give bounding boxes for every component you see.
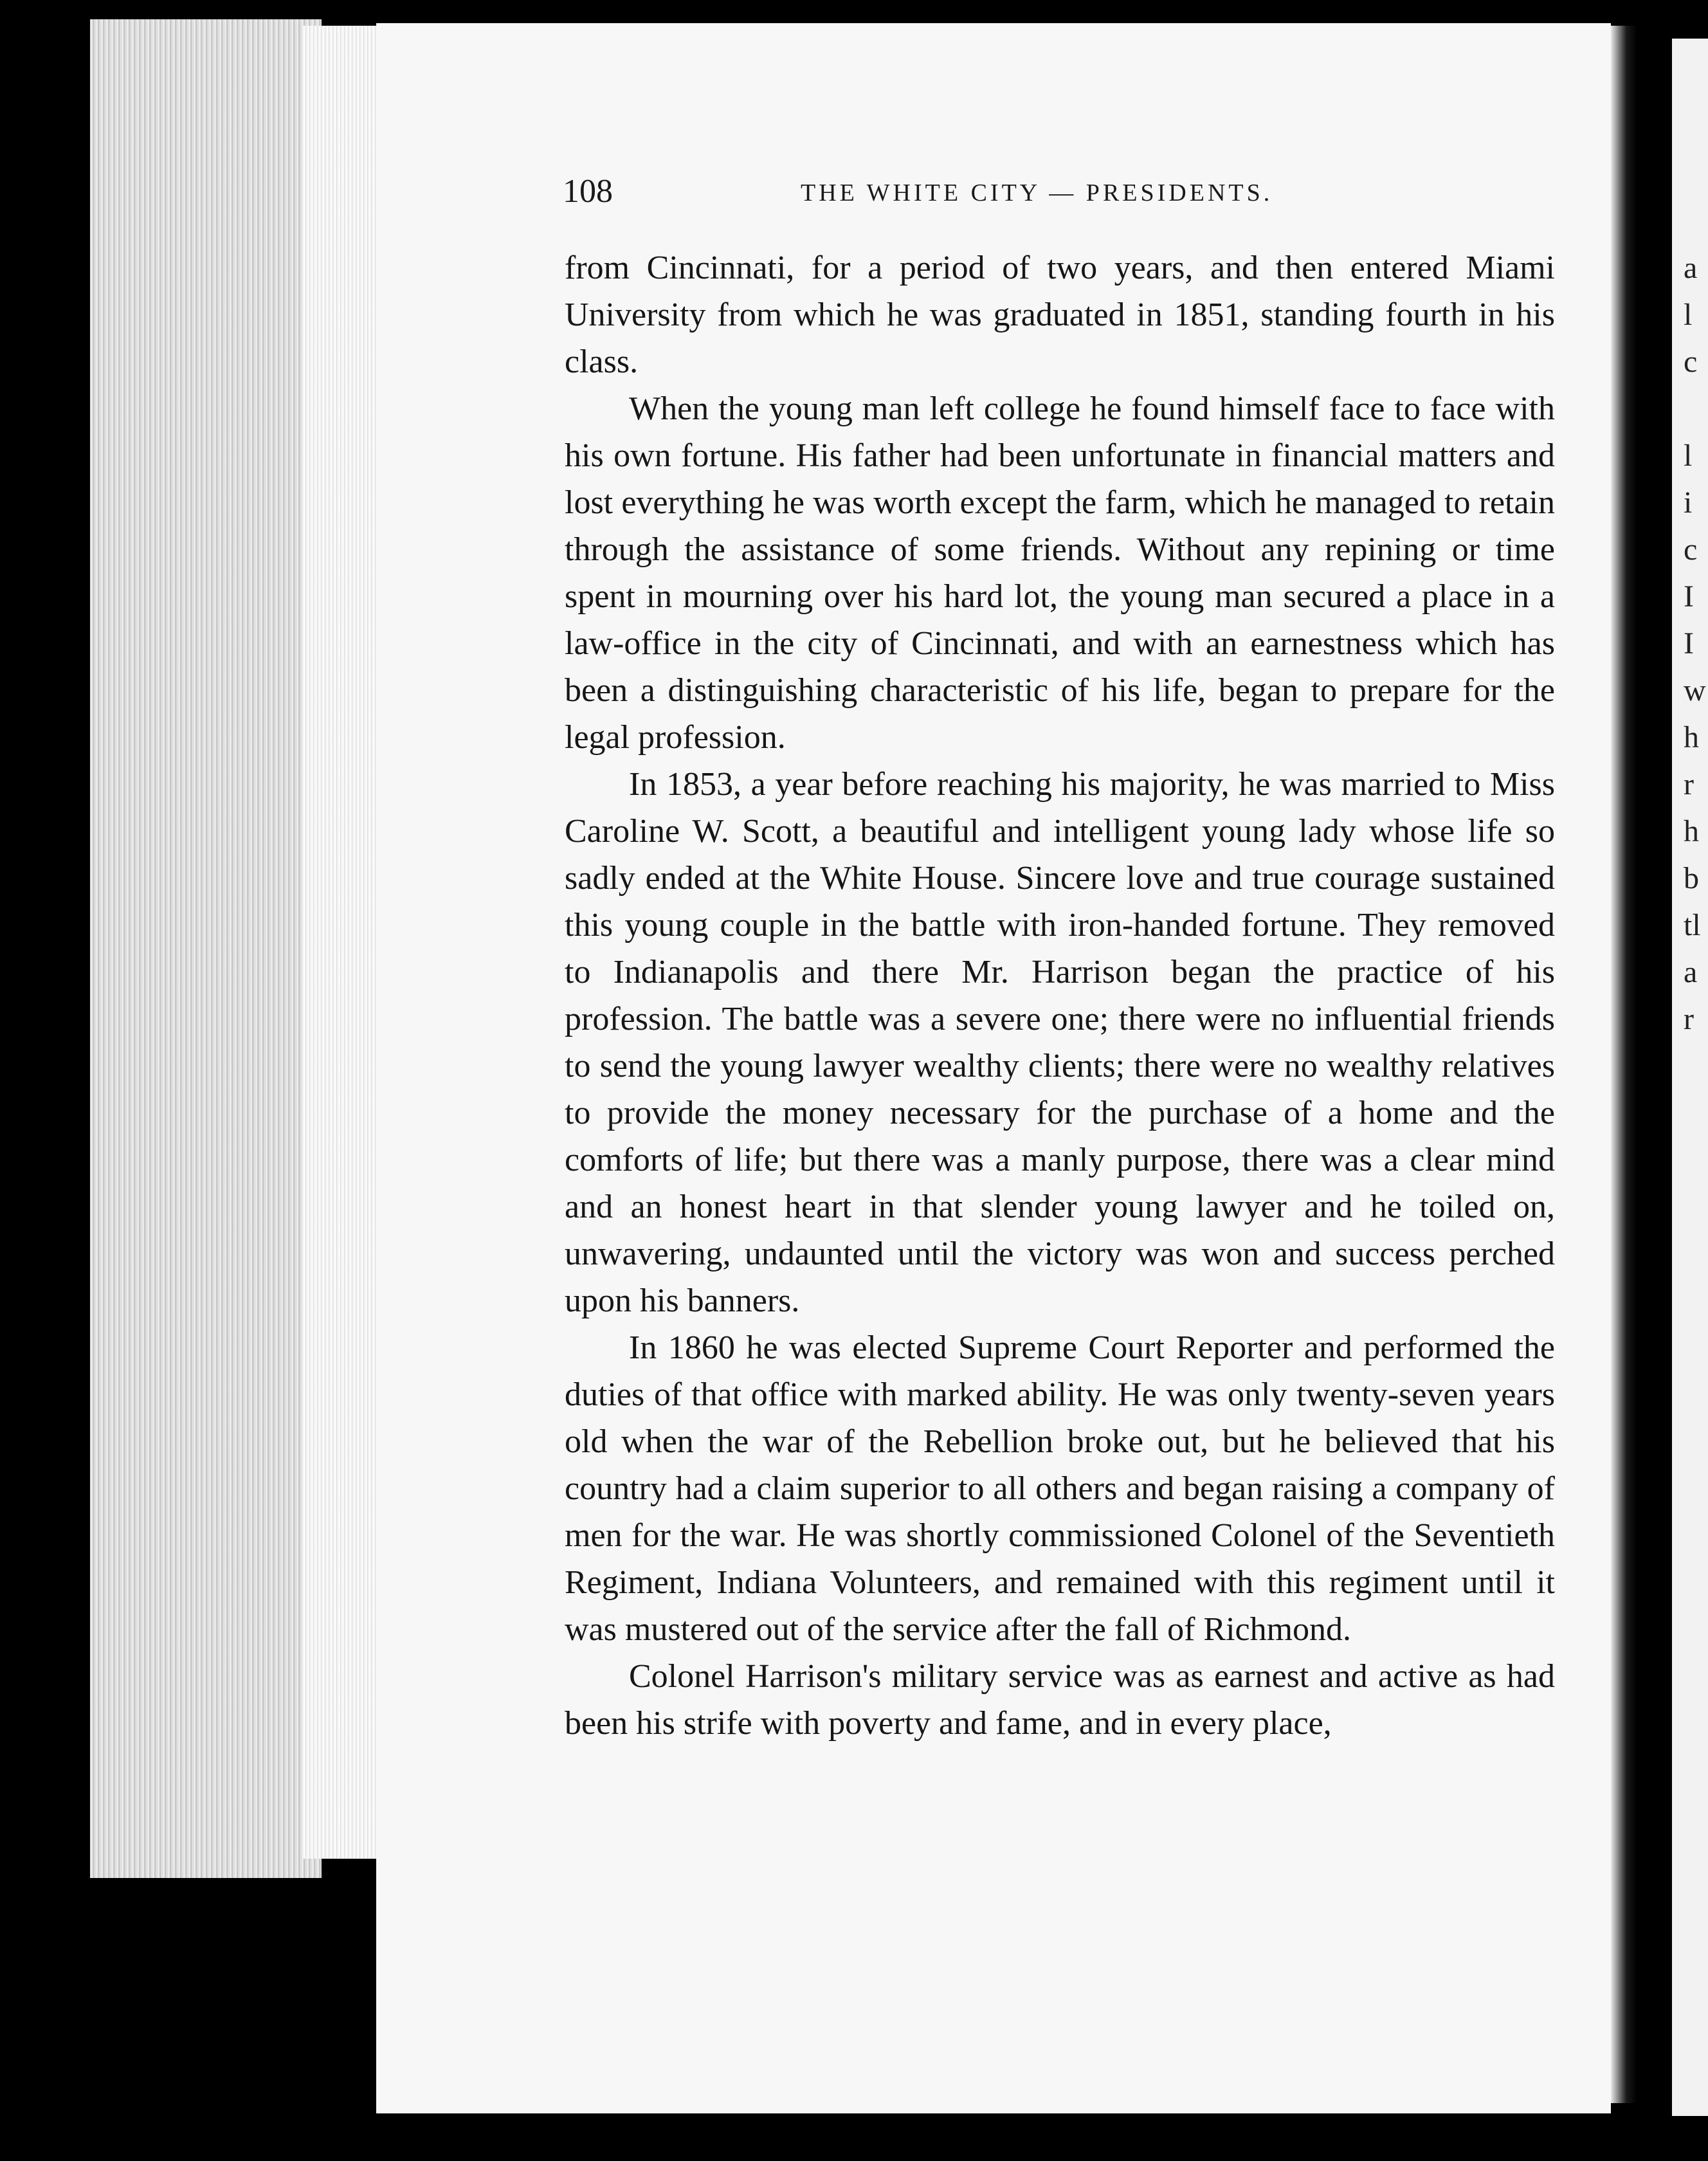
fragment: i <box>1684 486 1693 520</box>
fragment: l <box>1684 439 1693 473</box>
paragraph: from Cincinnati, for a period of two years, and then entered Miami University from which he was graduated in 1851, standing fourth in his class. <box>565 250 1555 380</box>
fragment: l <box>1684 298 1693 332</box>
body-text <box>565 244 1555 1747</box>
running-title: THE WHITE CITY — PRESIDENTS. <box>801 179 1273 206</box>
fragment: a <box>1684 955 1698 989</box>
fragment: a <box>1684 251 1698 285</box>
page-edges-inner <box>302 26 379 1859</box>
fragment: r <box>1684 767 1694 801</box>
fragment: w <box>1684 673 1706 707</box>
fragment: c <box>1684 345 1698 379</box>
fragment: c <box>1684 533 1698 567</box>
paragraph: Colonel Harrison's military service was as earnest and active as had been his strife with poverty and fame, and in every place, <box>565 1658 1555 1742</box>
fragment: h <box>1684 814 1699 848</box>
book-gutter <box>1611 26 1637 2103</box>
page-edges <box>90 19 322 1878</box>
fragment: tl <box>1684 908 1701 942</box>
fragment <box>1684 385 1708 432</box>
fragment: b <box>1684 861 1699 895</box>
paragraph: In 1860 he was elected Supreme Court Reporter and performed the duties of that office with marked ability. He was only twenty-seven years old when the war of the Rebellion broke out, but he believed that his country had a claim superior to all others and began raising a company of men for the war. He was shortly commissioned Colonel of the Seventieth Regiment, Indiana Volunteers, and remained with this regiment until it was mustered out of the service after the fall of Richmond. <box>565 1329 1555 1648</box>
running-head <box>563 172 1556 217</box>
fragment: I <box>1684 579 1694 614</box>
fragment: h <box>1684 720 1699 754</box>
paragraph: In 1853, a year before reaching his majority, he was married to Miss Caroline W. Scott, a beautiful and intelligent young lady whose life so sadly ended at the White House. Sincere love and true courage sustained this young couple in the battle with iron-handed fortune. They removed to Indianapolis and there Mr. Harrison began the practice of his profession. The battle was a severe one; there were no influential friends to send the young lawyer wealthy clients; there were no wealthy relatives to provide the money necessary for the purchase of a home and the comforts of life; but there was a manly purpose, there was a clear mind and an honest heart in that slender young lawyer and he toiled on, unwavering, undaunted until the victory was won and success perched upon his banners. <box>565 766 1555 1319</box>
fragment: I <box>1684 626 1694 661</box>
paragraph: When the young man left college he found himself face to face with his own fortune. His father had been unfortunate in financial matters and lost everything he was worth except the farm, which he managed to retain through the assistance of some friends. Without any repining or time spent in mourning over his hard lot, the young man secured a place in a law-office in the city of Cincinnati, and with an earnestness which has been a distinguishing characteristic of his life, began to prepare for the legal profession. <box>565 390 1555 756</box>
page-number: 108 <box>563 173 613 210</box>
facing-page-text <box>1684 244 1708 1043</box>
fragment: r <box>1684 1002 1694 1036</box>
